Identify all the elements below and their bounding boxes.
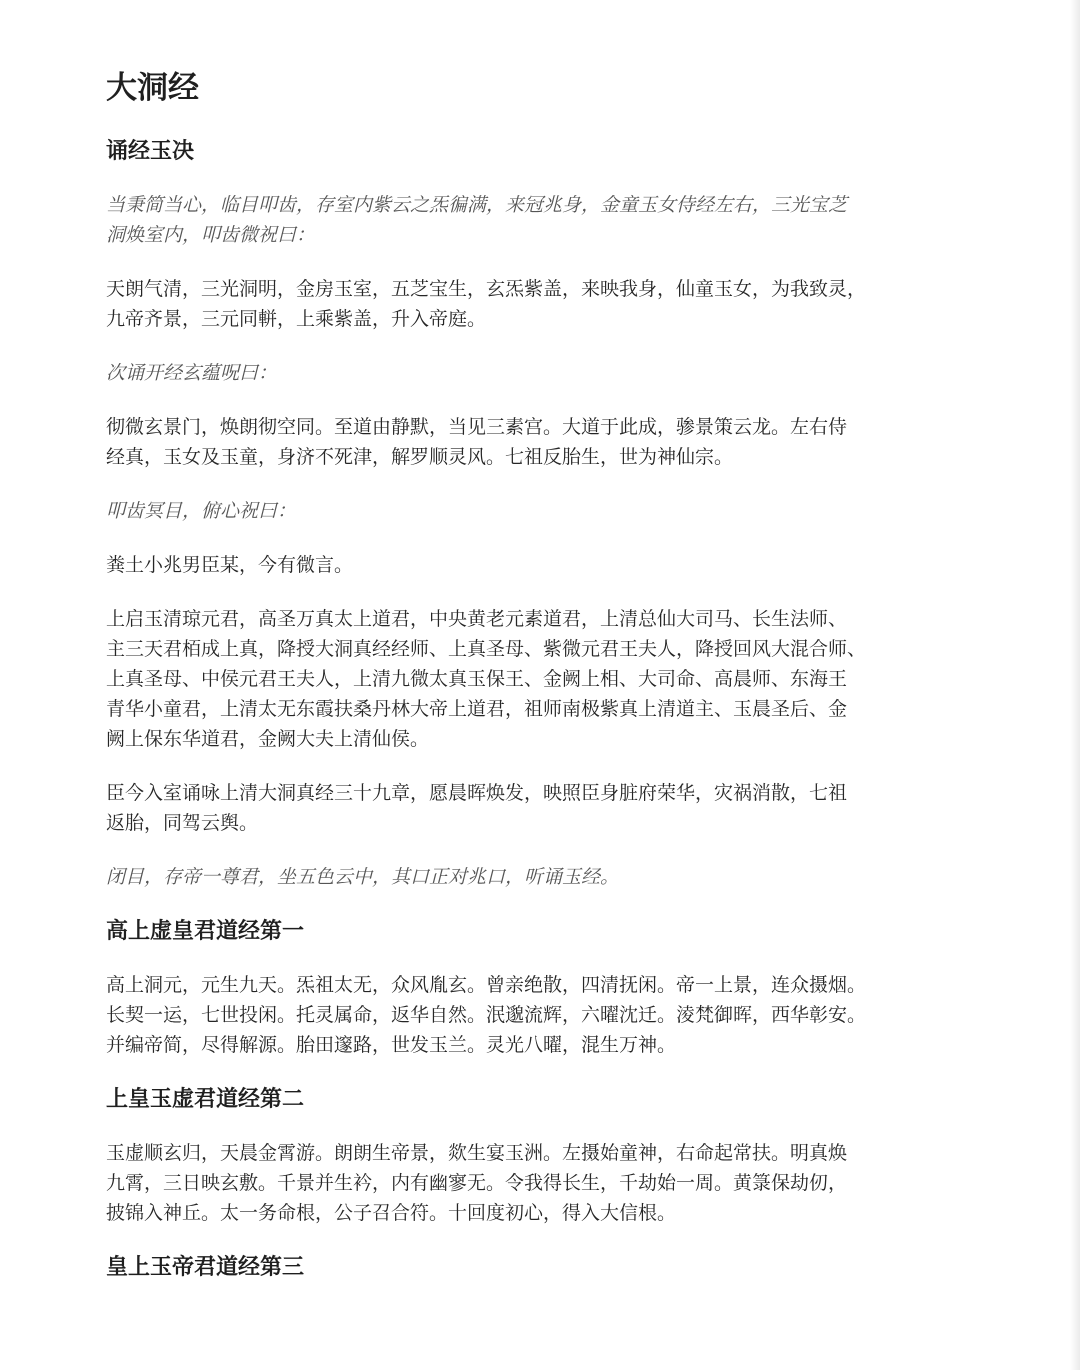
paragraph-note [106, 190, 1006, 250]
paragraph-text [106, 274, 1006, 334]
text-line: 玉虚顺玄归，天晨金霄游。朗朗生帝景，欻生宴玉洲。左摄始童神，右命起常扶。明真焕 [106, 1142, 848, 1164]
paragraph-note [106, 358, 1006, 388]
text-line: 经真，玉女及玉童，身济不死津，解罗顺灵风。七祖反胎生，世为神仙宗。 [106, 446, 734, 468]
text-line: 上真圣母、中侯元君王夫人，上清九微太真玉保王、金阙上相、大司命、高晨师、东海王 [106, 668, 848, 690]
text-line: 返胎，同驾云舆。 [106, 812, 259, 834]
text-line: 九霄，三日映玄敷。千景并生衿，内有幽寥无。令我得长生，千劫始一周。黄箓保劫仞， [106, 1172, 848, 1194]
document-title: 大洞经 [106, 70, 199, 106]
text-line: 高上洞元，元生九天。炁祖太无，众风胤玄。曾亲绝散，四清抚闲。帝一上景，连众摄烟。 [106, 974, 867, 996]
paragraph-text [106, 550, 1006, 580]
text-line: 青华小童君，上清太无东霞扶桑丹林大帝上道君，祖师南极紫真上清道主、玉晨圣后、金 [106, 698, 848, 720]
section-heading: 上皇玉虚君道经第二 [106, 1087, 305, 1112]
text-line: 臣今入室诵咏上清大洞真经三十九章，愿晨晖焕发，映照臣身脏府荣华，灾祸消散，七祖 [106, 782, 848, 804]
text-line: 洞焕室内，叩齿微祝曰： [106, 224, 316, 246]
text-line: 长契一运，七世投闲。托灵属命，返华自然。泯邈流辉，六曜沈迁。淩梵御晖，西华彰安。 [106, 1004, 867, 1026]
text-line: 闭目，存帝一尊君，坐五色云中，其口正对兆口，听诵玉经。 [106, 866, 620, 888]
text-line: 上启玉清琼元君，高圣万真太上道君，中央黄老元素道君，上清总仙大司马、长生法师、 [106, 608, 848, 630]
page-edge-shadow [1070, 0, 1080, 1370]
paragraph-text [106, 970, 1006, 1060]
document-page [106, 66, 1006, 1306]
text-line: 并编帝简，尽得解源。胎田邃路，世发玉兰。灵光八曜，混生万神。 [106, 1034, 677, 1056]
paragraph-text [106, 412, 1006, 472]
text-line: 主三天君栢成上真，降授大洞真经经师、上真圣母、紫微元君王夫人，降授回风大混合师、 [106, 638, 867, 660]
text-line: 彻微玄景门，焕朗彻空同。至道由静默，当见三素宫。大道于此成，骖景策云龙。左右侍 [106, 416, 848, 438]
text-line: 次诵开经玄蕴呪曰： [106, 362, 278, 384]
text-line: 阙上保东华道君，金阙大夫上清仙侯。 [106, 728, 430, 750]
paragraph-text [106, 604, 1006, 754]
section-heading: 皇上玉帝君道经第三 [106, 1255, 305, 1280]
text-line: 九帝齐景，三元同軿，上乘紫盖，升入帝庭。 [106, 308, 487, 330]
paragraph-text [106, 1138, 1006, 1228]
text-line: 天朗气清，三光洞明，金房玉室，五芝宝生，玄炁紫盖，来映我身，仙童玉女，为我致灵， [106, 278, 867, 300]
text-line: 披锦入神丘。太一务命根，公子召合符。十回度初心，得入大信根。 [106, 1202, 677, 1224]
section-heading: 诵经玉决 [106, 139, 195, 164]
text-line: 当秉简当心，临目叩齿，存室内紫云之炁徧满，来冠兆身，金童玉女侍经左右，三光宝芝 [106, 194, 848, 216]
text-line: 叩齿冥目，俯心祝曰： [106, 500, 297, 522]
paragraph-note [106, 862, 1006, 892]
paragraph-note [106, 496, 1006, 526]
section-heading: 高上虚皇君道经第一 [106, 919, 305, 944]
paragraph-text [106, 778, 1006, 838]
text-line: 粪土小兆男臣某，今有微言。 [106, 554, 354, 576]
